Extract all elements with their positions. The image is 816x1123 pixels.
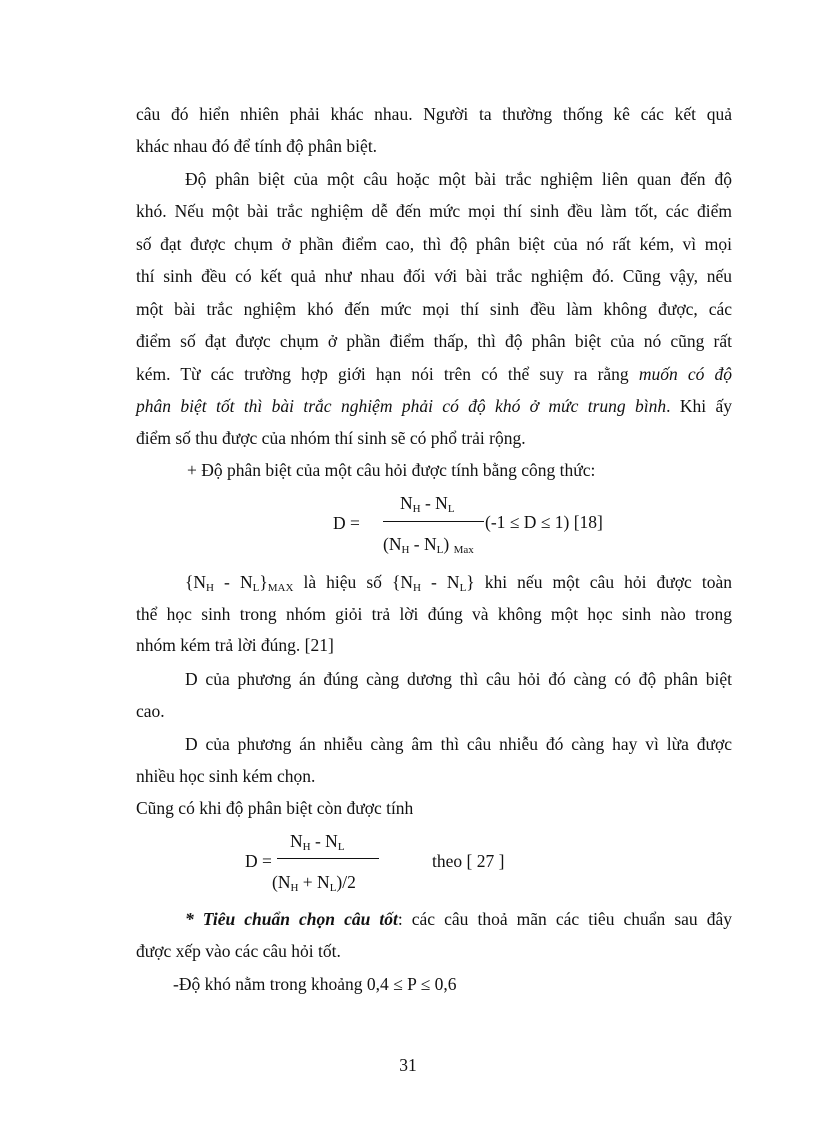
criteria-heading: * Tiêu chuẩn chọn câu tốt [185,909,398,929]
paragraph-line: điểm số đạt được chụm ở phần điểm thấp, thì độ phân biệt của nó cũng rất [136,331,732,351]
paragraph-line [136,395,732,417]
formula-numerator: $N_H - N_L$ [400,493,455,515]
plain-text: kém. Từ các trường hợp giới hạn nói trên có thể suy ra rằng [136,364,639,384]
paragraph-line: điểm số thu được của nhóm thí sinh sẽ có phổ trải rộng. [136,428,526,448]
paragraph-line: D của phương án đúng càng dương thì câu hỏi đó càng có độ phân biệt [185,669,732,689]
formula-intro: + Độ phân biệt của một câu hỏi được tính bằng công thức: [187,460,596,480]
page-number: 31 [399,1055,417,1075]
paragraph-line: thí sinh đều có kết quả như nhau đối với bài trắc nghiệm đó. Cũng vậy, nếu [136,266,732,286]
formula-condition: (-1 ≤ D ≤ 1) [18] [485,512,603,532]
formula-numerator: $N_H - N_L$ [290,831,345,853]
formula-denominator: $(N_H + N_L)/2$ [272,872,356,894]
paragraph-line: $\{N_H - N_L\}_{MAX}$ là hiệu số $\{N_H - N_L\}$ khi nếu một câu hỏi được toàn [185,572,733,594]
fraction-bar [383,521,484,522]
paragraph-line: Cũng có khi độ phân biệt còn được tính [136,798,414,818]
paragraph-line: thể học sinh trong nhóm giỏi trả lời đúng và không một học sinh nào trong [136,604,732,624]
formula-reference: theo [ 27 ] [432,851,505,871]
paragraph-line: được xếp vào các câu hỏi tốt. [136,941,341,961]
italic-text: phân biệt tốt thì bài trắc nghiệm phải có độ khó ở mức trung bình [136,396,667,416]
formula-lhs: D = [245,851,272,871]
fraction-bar [277,858,379,859]
paragraph-line: nhiều học sinh kém chọn. [136,766,316,786]
plain-text: . Khi ấy [666,396,732,416]
paragraph-line [136,363,732,385]
paragraph-line: câu đó hiển nhiên phải khác nhau. Người ta thường thống kê các kết quả [136,104,732,124]
paragraph-line: nhóm kém trả lời đúng. [21] [136,635,334,655]
formula-lhs: D = [333,513,360,533]
paragraph-line: D của phương án nhiễu càng âm thì câu nhiễu đó càng hay vì lừa được [185,734,732,754]
paragraph-line: một bài trắc nghiệm khó đến mức mọi thí sinh đều làm không được, các [136,299,732,319]
italic-text: muốn có độ [638,364,733,384]
paragraph-line: cao. [136,701,165,721]
paragraph-line: số đạt được chụm ở phần điểm cao, thì độ phân biệt của nó rất kém, vì mọi [136,234,732,254]
paragraph-line: * Tiêu chuẩn chọn câu tốt: các câu thoả mãn các tiêu chuẩn sau đây [185,909,732,929]
paragraph-line: Độ phân biệt của một câu hoặc một bài trắc nghiệm liên quan đến độ [185,169,732,189]
paragraph-line: khác nhau đó để tính độ phân biệt. [136,136,378,156]
formula-denominator: $(N_H - N_L)$ $_{Max}$ [383,534,474,556]
criterion-item: -Độ khó nằm trong khoảng 0,4 ≤ P ≤ 0,6 [173,974,457,994]
paragraph-line: khó. Nếu một bài trắc nghiệm dễ đến mức mọi thí sinh đều làm tốt, các điểm [136,201,732,221]
